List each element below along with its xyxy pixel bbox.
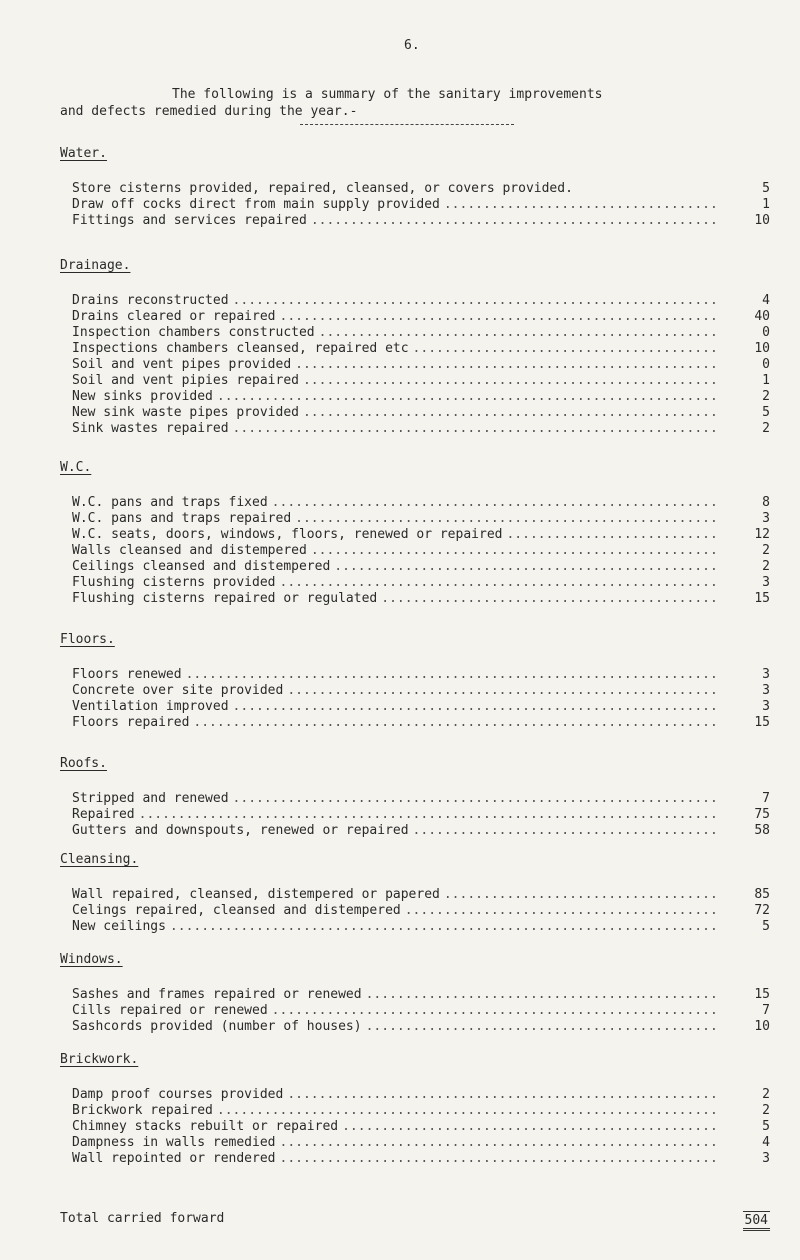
section-roofs — [60, 756, 770, 839]
section-heading: Windows. — [60, 952, 123, 967]
list-item: New ceilings ..... 5 — [60, 919, 770, 935]
list-item: Drains reconstructed ..... 4 — [60, 293, 770, 309]
section-cleansing — [60, 852, 770, 935]
list-item: Damp proof courses provided ..... 2 — [60, 1087, 770, 1103]
list-item: W.C. pans and traps fixed ..... 8 — [60, 495, 770, 511]
list-item: New sinks provided ..... 2 — [60, 389, 770, 405]
list-item: Inspections chambers cleansed, repaired etc ..... 10 — [60, 341, 770, 357]
list-item: Stripped and renewed ..... 7 — [60, 791, 770, 807]
total-label: Total carried forward — [60, 1211, 225, 1226]
section-wc — [60, 460, 770, 607]
list-item: Ventilation improved ..... 3 — [60, 699, 770, 715]
list-item: Floors renewed ..... 3 — [60, 667, 770, 683]
list-item: Fittings and services repaired ..... 10 — [60, 213, 770, 229]
list-item: Celings repaired, cleansed and distempered ..... 72 — [60, 903, 770, 919]
list-item: Sashes and frames repaired or renewed ..... 15 — [60, 987, 770, 1003]
list-item: New sink waste pipes provided ..... 5 — [60, 405, 770, 421]
list-item: Cills repaired or renewed ..... 7 — [60, 1003, 770, 1019]
section-heading: W.C. — [60, 460, 92, 475]
section-heading: Drainage. — [60, 258, 131, 273]
section-heading: Brickwork. — [60, 1052, 139, 1067]
section-brickwork — [60, 1052, 770, 1167]
list-item: Flushing cisterns repaired or regulated ..... 15 — [60, 591, 770, 607]
intro-line-1: The following is a summary of the sanitary improvements — [172, 87, 603, 102]
list-item: Soil and vent pipes provided ..... 0 — [60, 357, 770, 373]
list-item: Chimney stacks rebuilt or repaired ..... 5 — [60, 1119, 770, 1135]
separator-rule — [300, 124, 514, 125]
list-item: Inspection chambers constructed ..... 0 — [60, 325, 770, 341]
list-item: Floors repaired ..... 15 — [60, 715, 770, 731]
section-heading: Water. — [60, 146, 107, 161]
section-water — [60, 146, 770, 229]
total-carried-forward — [60, 1211, 770, 1231]
list-item: Dampness in walls remedied ..... 4 — [60, 1135, 770, 1151]
list-item: W.C. seats, doors, windows, floors, renewed or repaired ..... 12 — [60, 527, 770, 543]
section-drainage — [60, 258, 770, 437]
list-item: Sink wastes repaired ..... 2 — [60, 421, 770, 437]
section-heading: Floors. — [60, 632, 115, 647]
intro-paragraph — [60, 86, 740, 120]
list-item: Flushing cisterns provided ..... 3 — [60, 575, 770, 591]
list-item: Repaired ..... 75 — [60, 807, 770, 823]
section-heading: Roofs. — [60, 756, 107, 771]
section-windows — [60, 952, 770, 1035]
page-number: 6. — [404, 38, 420, 53]
list-item: Ceilings cleansed and distempered ..... 2 — [60, 559, 770, 575]
list-item: Gutters and downspouts, renewed or repaired ..... 58 — [60, 823, 770, 839]
list-item: Wall repointed or rendered ..... 3 — [60, 1151, 770, 1167]
list-item: Brickwork repaired ..... 2 — [60, 1103, 770, 1119]
list-item: Draw off cocks direct from main supply provided ..... 1 — [60, 197, 770, 213]
list-item: Walls cleansed and distempered ..... 2 — [60, 543, 770, 559]
total-value: 504 — [743, 1211, 770, 1231]
intro-line-2: and defects remedied during the year.- — [60, 104, 358, 119]
section-floors — [60, 632, 770, 731]
list-item: Soil and vent pipies repaired ..... 1 — [60, 373, 770, 389]
list-item: Store cisterns provided, repaired, cleansed, or covers provided. 5 — [72, 181, 770, 196]
list-item: Wall repaired, cleansed, distempered or papered ..... 85 — [60, 887, 770, 903]
section-heading: Cleansing. — [60, 852, 139, 867]
list-item: W.C. pans and traps repaired ..... 3 — [60, 511, 770, 527]
list-item: Concrete over site provided ..... 3 — [60, 683, 770, 699]
list-item: Sashcords provided (number of houses) ..... 10 — [60, 1019, 770, 1035]
list-item: Drains cleared or repaired ..... 40 — [60, 309, 770, 325]
